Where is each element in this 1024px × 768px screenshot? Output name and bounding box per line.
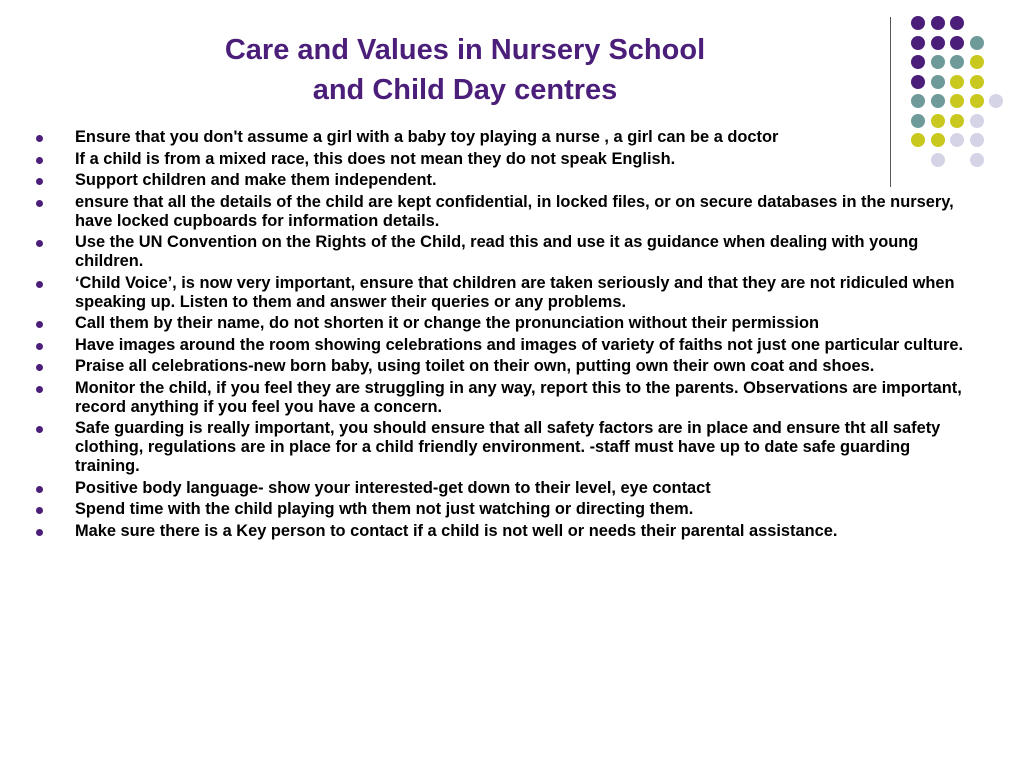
list-item <box>32 379 967 417</box>
list-item <box>32 357 967 376</box>
bullet-text: Spend time with the child playing wth them not just watching or directing them. <box>75 500 694 518</box>
bullet-icon <box>36 364 43 371</box>
list-item <box>32 314 967 333</box>
decorative-dot-purple <box>931 16 945 30</box>
decorative-dot-purple <box>950 36 964 50</box>
list-item <box>32 233 967 271</box>
slide-title <box>140 30 790 110</box>
bullet-text: Make sure there is a Key person to contact if a child is not well or needs their parental assistance. <box>75 521 838 540</box>
bullet-icon <box>36 281 43 288</box>
list-item <box>32 336 967 355</box>
decorative-dot-yellow <box>950 94 964 108</box>
decorative-dot-lavender <box>970 153 984 167</box>
decorative-dot-lavender <box>989 94 1003 108</box>
decorative-dot-teal <box>931 94 945 108</box>
decorative-dot-yellow <box>950 114 964 128</box>
list-item <box>32 193 967 231</box>
decorative-dot-yellow <box>970 75 984 89</box>
decorative-dot-lavender <box>970 133 984 147</box>
decorative-dot-yellow <box>970 55 984 69</box>
decorative-dot-teal <box>911 114 925 128</box>
bullet-text: Ensure that you don't assume a girl with a baby toy playing a nurse , a girl can be a doctor <box>75 128 779 146</box>
decorative-dot-yellow <box>931 114 945 128</box>
list-item <box>32 128 967 147</box>
decorative-dot-purple <box>911 55 925 69</box>
bullet-list <box>32 128 967 543</box>
decorative-dot-purple <box>911 16 925 30</box>
bullet-icon <box>36 529 43 536</box>
bullet-text: Call them by their name, do not shorten it or change the pronunciation without their permission <box>75 314 820 332</box>
bullet-text: ensure that all the details of the child are kept confidential, in locked files, or on secure databases in the nursery, have locked cupboards for information details. <box>75 192 954 230</box>
decorative-dot-purple <box>911 75 925 89</box>
bullet-text: If a child is from a mixed race, this does not mean they do not speak English. <box>75 149 676 168</box>
decorative-dot-yellow <box>950 75 964 89</box>
bullet-text: Support children and make them independent. <box>75 171 437 189</box>
list-item <box>32 171 967 190</box>
decorative-dot-teal <box>970 36 984 50</box>
list-item <box>32 419 967 476</box>
bullet-icon <box>36 178 43 185</box>
bullet-text: Use the UN Convention on the Rights of the Child, read this and use it as guidance when dealing with young children. <box>75 233 919 270</box>
bullet-text: Have images around the room showing celebrations and images of variety of faiths not just one particular culture. <box>75 335 964 354</box>
slide-title-line-2: and Child Day centres <box>312 74 618 106</box>
decorative-dot-purple <box>950 16 964 30</box>
decorative-dot-purple <box>931 36 945 50</box>
decorative-dot-teal <box>950 55 964 69</box>
bullet-icon <box>36 157 43 164</box>
bullet-text: Positive body language- show your interested-get down to their level, eye contact <box>75 478 711 497</box>
list-item <box>32 500 967 519</box>
bullet-icon <box>36 507 43 514</box>
list-item <box>32 150 967 169</box>
slide-title-line-1: Care and Values in Nursery School <box>224 34 706 66</box>
bullet-icon <box>36 486 43 493</box>
decorative-dot-teal <box>931 75 945 89</box>
decorative-dot-teal <box>931 55 945 69</box>
list-item <box>32 522 967 541</box>
bullet-text: ‘Child Voice’, is now very important, ensure that children are taken seriously and that they are not ridiculed when speaking up. Listen to them and answer their queries or any problems. <box>75 273 955 311</box>
decorative-dot-lavender <box>970 114 984 128</box>
bullet-icon <box>36 240 43 247</box>
decorative-dot-yellow <box>970 94 984 108</box>
list-item <box>32 479 967 498</box>
bullet-text: Praise all celebrations-new born baby, using toilet on their own, putting own their own coat and shoes. <box>75 357 875 375</box>
bullet-text: Safe guarding is really important, you should ensure that all safety factors are in place and ensure tht all safety clothing, regulations are in place for a child friendly environment. -staff must have up to date safe guarding training. <box>75 419 941 475</box>
decorative-dot-teal <box>911 94 925 108</box>
bullet-text: Monitor the child, if you feel they are struggling in any way, report this to the parents. Observations are important, record anything if you feel you have a concern. <box>75 378 962 416</box>
bullet-icon <box>36 135 43 142</box>
bullet-icon <box>36 386 43 393</box>
bullet-icon <box>36 200 43 207</box>
bullet-icon <box>36 321 43 328</box>
decorative-dot-purple <box>911 36 925 50</box>
bullet-icon <box>36 343 43 350</box>
list-item <box>32 274 967 312</box>
bullet-icon <box>36 426 43 433</box>
